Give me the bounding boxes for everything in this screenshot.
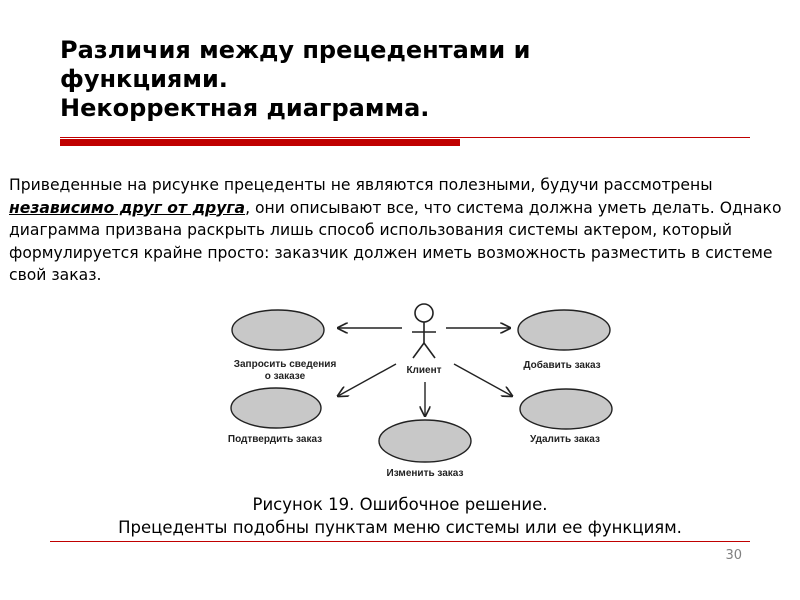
actor-right-leg [424,343,435,358]
use-case-confirm-order [231,388,321,428]
actor-left-leg [413,343,424,358]
use-case-label-delete-order: Удалить заказ [530,434,600,445]
use-case-diagram [220,298,620,488]
actor-label: Клиент [406,365,442,376]
body-text-part-1: Приведенные на рисунке прецеденты не являются полезными, будучи рассмотрены [9,176,713,194]
use-case-change-order [379,420,471,462]
title-line-1: Различия между прецедентами и [60,36,531,64]
figure-caption-line-2: Прецеденты подобны пунктам меню системы или ее функциям. [118,518,682,537]
body-text-part-2: , они описывают все, что система должна уметь делать. Однако диаграмма призвана раскрыть лишь способ использования системы актером, который формулируется крайне просто: заказчик должен иметь возможность разместить в системе свой заказ. [9,198,782,284]
use-case-label-request-info-1: Запросить сведения [233,359,337,370]
title-rule-thick [60,139,460,146]
arrow-to-confirm-order [338,364,396,396]
use-case-label-request-info-2: о заказе [264,371,306,382]
actor-head [415,304,433,322]
use-case-label-confirm-order: Подтвердить заказ [227,434,323,445]
footer-rule [50,541,750,542]
title-line-2: функциями. [60,65,228,93]
page-number: 30 [725,548,742,563]
use-case-label-change-order: Изменить заказ [386,468,464,479]
use-case-request-info [232,310,324,350]
body-emphasis: независимо друг от друга [9,198,246,217]
title-line-3: Некорректная диаграмма. [60,94,430,122]
arrow-to-delete-order [454,364,512,396]
body-paragraph [9,174,794,287]
figure-caption-line-1: Рисунок 19. Ошибочное решение. [252,495,548,514]
use-case-label-add-order: Добавить заказ [523,360,601,371]
use-case-add-order [518,310,610,350]
use-case-delete-order [520,389,612,429]
slide-title [60,36,660,123]
actor-client [412,304,436,358]
title-rule-thin [60,137,750,138]
